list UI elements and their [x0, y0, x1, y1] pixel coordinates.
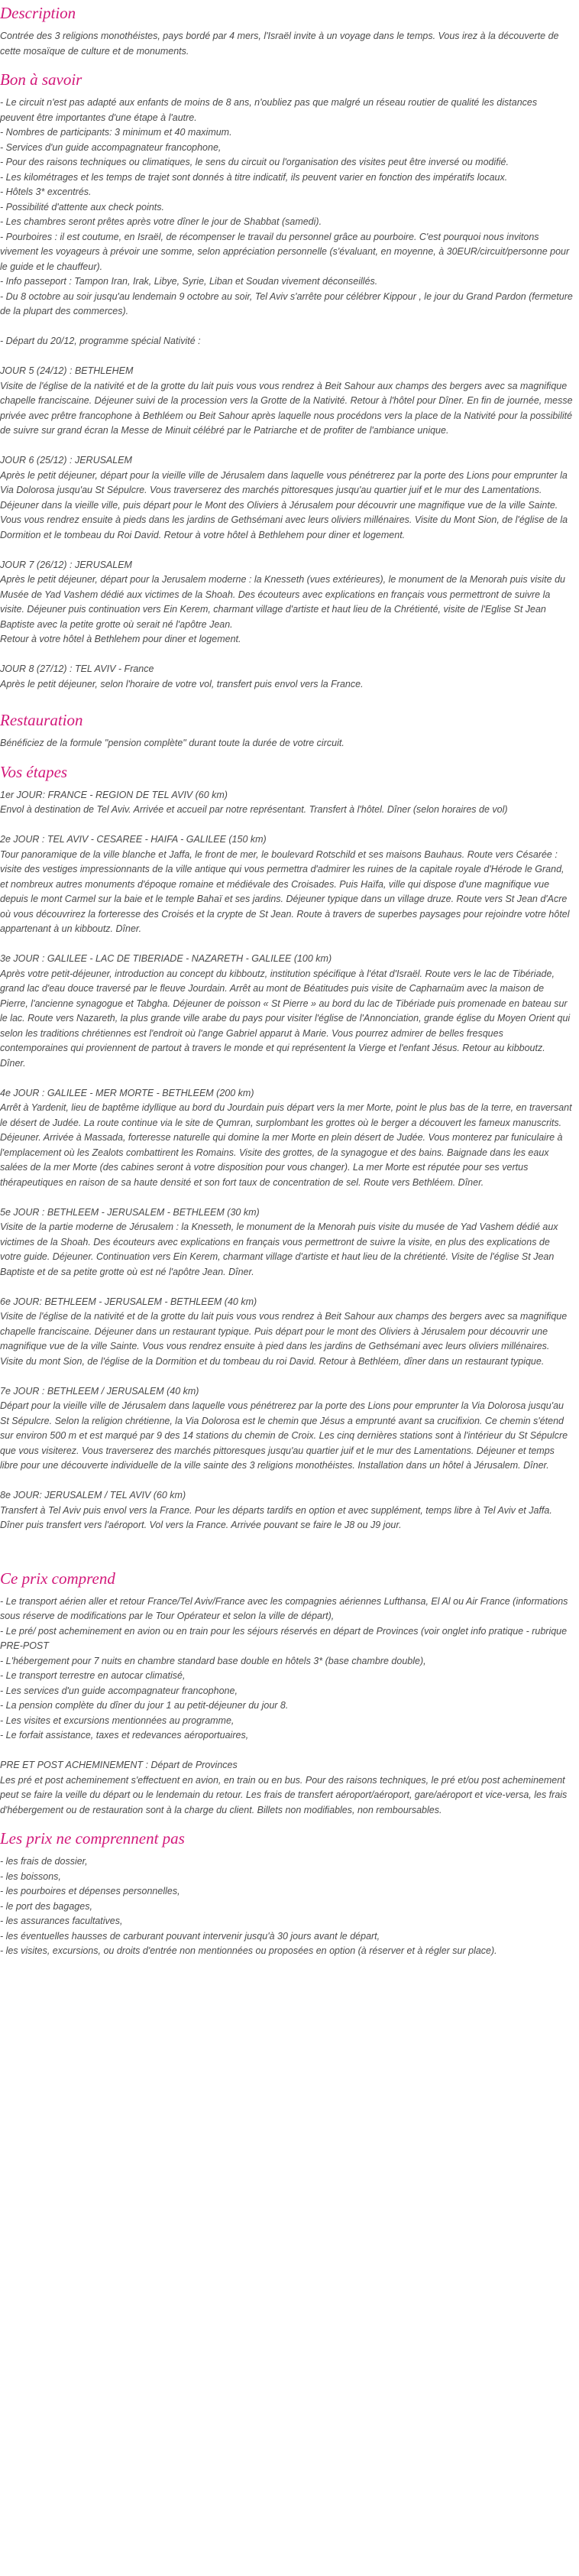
- etapes-days: [0, 788, 573, 1533]
- day-block: [0, 1295, 573, 1370]
- day-block: [0, 952, 573, 1071]
- excluded-item: - les assurances facultatives,: [0, 1916, 123, 1926]
- info-line: [0, 320, 573, 335]
- description-heading: Description: [0, 4, 76, 22]
- spacer: [0, 1071, 573, 1086]
- prix-ne-comprend-section: [0, 1828, 573, 1959]
- excluded-item: - les frais de dossier,: [0, 1856, 88, 1867]
- spacer: [0, 1369, 573, 1384]
- bon-a-savoir-list: [0, 96, 573, 364]
- info-line: - Départ du 20/12, programme spécial Nativité :: [0, 336, 201, 346]
- included-item: - La pension complète du dîner du jour 1 au petit-déjeuner du jour 8.: [0, 1700, 289, 1711]
- prix-comprend-heading: Ce prix comprend: [0, 1569, 115, 1588]
- info-line: - Pour des raisons techniques ou climatiques, le sens du circuit ou l'organisation des visites peut être inversé ou modifié.: [0, 157, 509, 167]
- day-description: Après le petit déjeuner, selon l'horaire de votre vol, transfert puis envol vers la France.: [0, 678, 364, 689]
- included-item: [0, 1744, 573, 1759]
- spacer: [0, 1474, 573, 1489]
- description-section: [0, 3, 573, 59]
- prix-ne-comprend-heading: Les prix ne comprennent pas: [0, 1829, 185, 1848]
- day-description: Transfert à Tel Aviv puis envol vers la France. Pour les départs tardifs en option et avec supplément, temps libre à Tel Aviv et Jaffa. Dîner puis transfert vers l'aéroport. Vol vers la France. Arrivée pouvant se faire le J8 ou J9 jour.: [0, 1504, 552, 1530]
- info-line: - Le circuit n'est pas adapté aux enfants de moins de 8 ans, n'oubliez pas que malgré un réseau routier de qualité les distances peuvent être importantes d'une étape à l'autre.: [0, 97, 538, 123]
- day-description: Visite de l'église de la nativité et de la grotte du lait puis vous vous rendrez à Beit Sahour aux champs des bergers avec sa magnifique chapelle franciscaine. Déjeuner dans un restaurant typique. Puis départ pour le mont des Oliviers à Jérusalem pour découvrir une magnifique vue de la ville Sainte. Vous vous rendrez ensuite à pied dans les jardins de Gethsémani avec leurs oliviers millénaires. Visite du mont Sion, de l'église de la Dormition et du tombeau du roi David. Retour à Bethléem, dîner dans un restaurant typique.: [0, 1311, 568, 1367]
- day-title: JOUR 8 (27/12) : TEL AVIV - France: [0, 663, 154, 674]
- included-item: - Le transport terrestre en autocar climatisé,: [0, 1670, 186, 1681]
- included-item: - Les services d'un guide accompagnateur francophone,: [0, 1685, 238, 1696]
- spacer: [0, 439, 573, 454]
- spacer: [0, 1280, 573, 1295]
- day-title: 4e JOUR : GALILEE - MER MORTE - BETHLEEM (200 km): [0, 1087, 254, 1098]
- day-block: [0, 1488, 573, 1533]
- bon-a-savoir-heading: Bon à savoir: [0, 70, 82, 89]
- day-description: Après le petit déjeuner, départ pour la vieille ville de Jérusalem dans laquelle vous pénétrerez par la porte des Lions pour emprunter la Via Dolorosa jusqu'au St Sépulcre. Vous traverserez des marchés pittoresques jusqu'au quartier juif et le mur des Lamentations.: [0, 469, 568, 495]
- spacer: [0, 543, 573, 558]
- day-description: Départ pour la vieille ville de Jérusalem dans laquelle vous pénétrerez par la porte des Lions pour emprunter la Via Dolorosa jusqu'au St Sépulcre. Selon la religion chrétienne, la Via Dolorosa est le chemin que Jésus a emprunté avant sa crucifixion. Ce chemin s'étend sur environ 500 m et est marqué par 9 des 14 stations du chemin de Croix. Les cinq dernières stations sont à l'intérieur du St Sépulcre que vous visiterez. Vous traverserez des marchés pittoresques jusqu'au quartier juif et le mur des Lamentations. Déjeuner et temps libre pour une découverte individuelle de la ville sainte des 3 religions monothéistes. Installation dans un hôtel à Jérusalem. Dîner.: [0, 1400, 568, 1471]
- day-title: 2e JOUR : TEL AVIV - CESAREE - HAIFA - GALILEE (150 km): [0, 834, 267, 845]
- included-item: - Le pré/ post acheminement en avion ou en train pour les séjours réservés en départ de Provinces (voir onglet info pratique - rubrique PRE-POST: [0, 1625, 568, 1651]
- day-block: [0, 1086, 573, 1191]
- excluded-item: - le port des bagages,: [0, 1900, 92, 1912]
- day-block: [0, 662, 573, 692]
- info-line: - Les chambres seront prêtes après votre dîner le jour de Shabbat (samedi).: [0, 216, 322, 227]
- prix-comprend-section: [0, 1569, 573, 1818]
- info-line: - Possibilité d'attente aux check points.: [0, 201, 165, 213]
- day-block: [0, 1384, 573, 1474]
- day-title: 3e JOUR : GALILEE - LAC DE TIBERIADE - NAZARETH - GALILEE (100 km): [0, 953, 332, 964]
- excluded-item: - les visites, excursions, ou droits d'entrée non mentionnées ou proposées en option (à réserver et à régler sur place).: [0, 1945, 497, 1956]
- day-description: Après votre petit-déjeuner, introduction au concept du kibboutz, institution spécifique à l'état d'Israël. Route vers le lac de Tibériade, grand lac d'eau douce traversé par le fleuve Jourdain. Arrêt au mont de Béatitudes puis visite de Capharnaüm avec la maison de Pierre, l'ancienne synagogue et Tabgha. Déjeuner de poisson « St Pierre » au bord du lac de Tibériade puis promenade en bateau sur le lac. Route vers Nazareth, la plus grande ville arabe du pays pour visiter l'église de l'Annonciation, grande église du Moyen Orient qui selon les traditions chrétiennes est l'endroit où l'ange Gabriel apparut à Marie. Vous pourrez admirer de belles fresques contemporaines qui proviennent de partout à travers le monde et qui représentent la Vierge et l'enfant Jésus. Retour au kibboutz. Dîner.: [0, 968, 571, 1069]
- info-line: - Services d'un guide accompagnateur francophone,: [0, 141, 222, 153]
- day-block: [0, 453, 573, 543]
- day-title: 7e JOUR : BETHLEEM / JERUSALEM (40 km): [0, 1385, 199, 1397]
- spacer: [0, 1190, 573, 1205]
- info-line: - Nombres de participants: 3 minimum et 40 maximum.: [0, 127, 232, 138]
- etapes-heading: Vos étapes: [0, 762, 68, 781]
- day-title: 1er JOUR: FRANCE - REGION DE TEL AVIV (60 km): [0, 789, 228, 800]
- included-item: Les pré et post acheminement s'effectuent en avion, en train ou en bus. Pour des raisons techniques, le pré et/ou post acheminement peut se faire la veille du départ ou le lendemain du retour. Les frais de transfert aéroport/aéroport, gare/aéroport et vice-versa, les frais d'hébergement ou de restauration sont à la charge du client. Billets non modifiables, non remboursables.: [0, 1774, 568, 1815]
- day-block: [0, 1205, 573, 1280]
- restauration-section: [0, 710, 573, 751]
- restauration-heading: Restauration: [0, 711, 83, 729]
- spacer: [0, 818, 573, 833]
- day-title: 6e JOUR: BETHLEEM - JERUSALEM - BETHLEEM (40 km): [0, 1296, 257, 1307]
- day-block: [0, 364, 573, 439]
- day-description: Arrêt à Yardenit, lieu de baptême idyllique au bord du Jourdain puis départ vers la mer Morte, point le plus bas de la terre, en traversant le désert de Judée. La route continue via le site de Qumran, surplombant les grottes où le berger a découvert les fameux manuscrits. Déjeuner. Arrivée à Massada, forteresse naturelle qui domine la mer Morte en plein désert de Judée. Vous monterez par funiculaire à l'emplacement où les Zealots combattirent les Romains. Visite des grottes, de la synagogue et des bains. Baignade dans les eaux salées de la mer Morte (des cabines seront à votre disposition pour vous changer). La mer Morte est réputée pour ses vertus thérapeutiques en raison de sa haute densité et son fort taux de concentration de sel. Route vers Bethléem. Dîner.: [0, 1102, 572, 1188]
- info-line: - Hôtels 3* excentrés.: [0, 187, 92, 197]
- day-description: Déjeuner dans la vieille ville, puis départ pour le Mont des Oliviers à Jérusalem pour découvrir une magnifique vue de la ville Sainte. Vous vous rendrez ensuite à pieds dans les jardins de Gethsémani avec leurs oliviers millénaires. Visite du Mont Sion, de l'église de la Dormition et le tombeau du Roi David. Retour à votre hôtel à Bethlehem pour diner et logement.: [0, 499, 568, 540]
- info-line: - Pourboires : il est coutume, en Israël, de récompenser le travail du personnel grâce au pourboire. C'est pourquoi nous invitons vivement les voyageurs à prévoir une somme, selon appréciation personnelle (s'évaluant, en moyenne, à 30EUR/circuit/personne pour le guide et le chauffeur).: [0, 231, 570, 272]
- day-title: JOUR 6 (25/12) : JERUSALEM: [0, 455, 132, 466]
- included-item: PRE ET POST ACHEMINEMENT : Départ de Provinces: [0, 1760, 238, 1770]
- special-program-days: [0, 364, 573, 692]
- day-title: JOUR 7 (26/12) : JERUSALEM: [0, 559, 132, 570]
- day-description: Visite de la partie moderne de Jérusalem : la Knesseth, le monument de la Menorah puis visite du musée de Yad Vashem dédié aux victimes de la Shoah. Des écouteurs avec explications en français vous permettront de suivre la visite, en plus des explications de votre guide. Déjeuner. Continuation vers Ein Kerem, charmant village d'artiste et haut lieu de la chrétienté. Visite de l'église St Jean Baptiste et de sa petite grotte où est né l'apôtre Jean. Dîner.: [0, 1221, 558, 1277]
- description-text: Contrée des 3 religions monothéistes, pays bordé par 4 mers, l'Israël invite à un voyage dans le temps. Vous irez à la découverte de cette mosaïque de culture et de monuments.: [0, 31, 559, 57]
- day-title: 8e JOUR: JERUSALEM / TEL AVIV (60 km): [0, 1490, 186, 1501]
- info-line: - Les kilométrages et les temps de trajet sont donnés à titre indicatif, ils peuvent varier en fonction des impératifs locaux.: [0, 171, 508, 183]
- day-description: Après le petit déjeuner, départ pour la Jerusalem moderne : la Knesseth (vues extérieures), le monument de la Menorah puis visite du Musée de Yad Vashem dédié aux victimes de la Shoah. Des écouteurs avec explications en français vous permettront de suivre la visite. Déjeuner puis continuation vers Ein Kerem, charmant village d'artiste et haut lieu de la Chrétienté, visite de l'Eglise St Jean Baptiste avec la petite grotte où serait né l'apôtre Jean.: [0, 574, 565, 630]
- day-description: Retour à votre hôtel à Bethlehem pour diner et logement.: [0, 634, 241, 644]
- prix-comprend-list: [0, 1595, 573, 1818]
- day-description: Tour panoramique de la ville blanche et Jaffa, le front de mer, le boulevard Rotschild et ses maisons Bauhaus. Route vers Césarée : visite des vestiges impressionnants de la ville antique qui vous permettra d'admirer les ruines de la capitale royale d'Hérode le Grand, et nombreux autres monuments d'époque romaine et médiévale des Croisades. Puis Haïfa, ville qui dispose d'une magnifique vue depuis le mont Carmel sur la baie et le temple Bahaï et ses jardins. Déjeuner typique dans un village druze. Route vers St Jean d'Acre où vous découvrirez la forteresse des Croisés et la crypte de St Jean. Route à travers de superbes paysages pour rejoindre votre hôtel appartenant à un kibboutz. Dîner.: [0, 848, 570, 934]
- included-item: - Le forfait assistance, taxes et redevances aéroportuaires,: [0, 1730, 249, 1741]
- day-block: [0, 832, 573, 937]
- spacer: [0, 937, 573, 952]
- prix-ne-comprend-list: [0, 1854, 573, 1959]
- day-title: JOUR 5 (24/12) : BETHLEHEM: [0, 365, 134, 376]
- day-description: Visite de l'église de la nativité et de la grotte du lait puis vous vous rendrez à Beit Sahour aux champs des bergers avec sa magnifique chapelle franciscaine. Déjeuner suivi de la procession vers la Grotte de la Nativité. Retour à l'hôtel pour Dîner. En fin de journée, messe privée avec prêtre francophone à Bethléem ou Beit Sahour après laquelle nous procédons vers la place de la Nativité pour la possibilité de suivre sur grand écran la Messe de Minuit célébré par le Patriarche et de profiter de l'ambiance unique.: [0, 380, 573, 436]
- day-block: [0, 558, 573, 647]
- info-line: [0, 349, 573, 365]
- day-title: 5e JOUR : BETHLEEM - JERUSALEM - BETHLEEM (30 km): [0, 1206, 260, 1218]
- restauration-text: Bénéficiez de la formule "pension complète" durant toute la durée de votre circuit.: [0, 738, 344, 748]
- included-item: - Les visites et excursions mentionnées au programme,: [0, 1715, 235, 1726]
- excluded-item: - les pourboires et dépenses personnelles,: [0, 1886, 180, 1896]
- bon-a-savoir-section: [0, 70, 573, 692]
- info-line: - Du 8 octobre au soir jusqu'au lendemain 9 octobre au soir, Tel Aviv s'arrête pour célébrer Kippour , le jour du Grand Pardon (fermeture de la plupart des commerces).: [0, 290, 573, 316]
- included-item: - Le transport aérien aller et retour France/Tel Aviv/France avec les compagnies aériennes Lufthansa, El Al ou Air France (informations sous réserve de modifications par le Tour Opérateur et selon la ville de départ),: [0, 1595, 568, 1621]
- info-line: - Info passeport : Tampon Iran, Irak, Libye, Syrie, Liban et Soudan vivement déconseillés.: [0, 276, 378, 287]
- included-item: - L'hébergement pour 7 nuits en chambre standard base double en hôtels 3* (base chambre double),: [0, 1655, 426, 1666]
- excluded-item: - les boissons,: [0, 1870, 61, 1882]
- etapes-section: [0, 762, 573, 1533]
- day-description: Envol à destination de Tel Aviv. Arrivée et accueil par notre représentant. Transfert à l'hôtel. Dîner (selon horaires de vol): [0, 804, 508, 815]
- excluded-item: - les éventuelles hausses de carburant pouvant intervenir jusqu'à 30 jours avant le départ,: [0, 1930, 380, 1942]
- day-block: [0, 788, 573, 818]
- spacer: [0, 647, 573, 663]
